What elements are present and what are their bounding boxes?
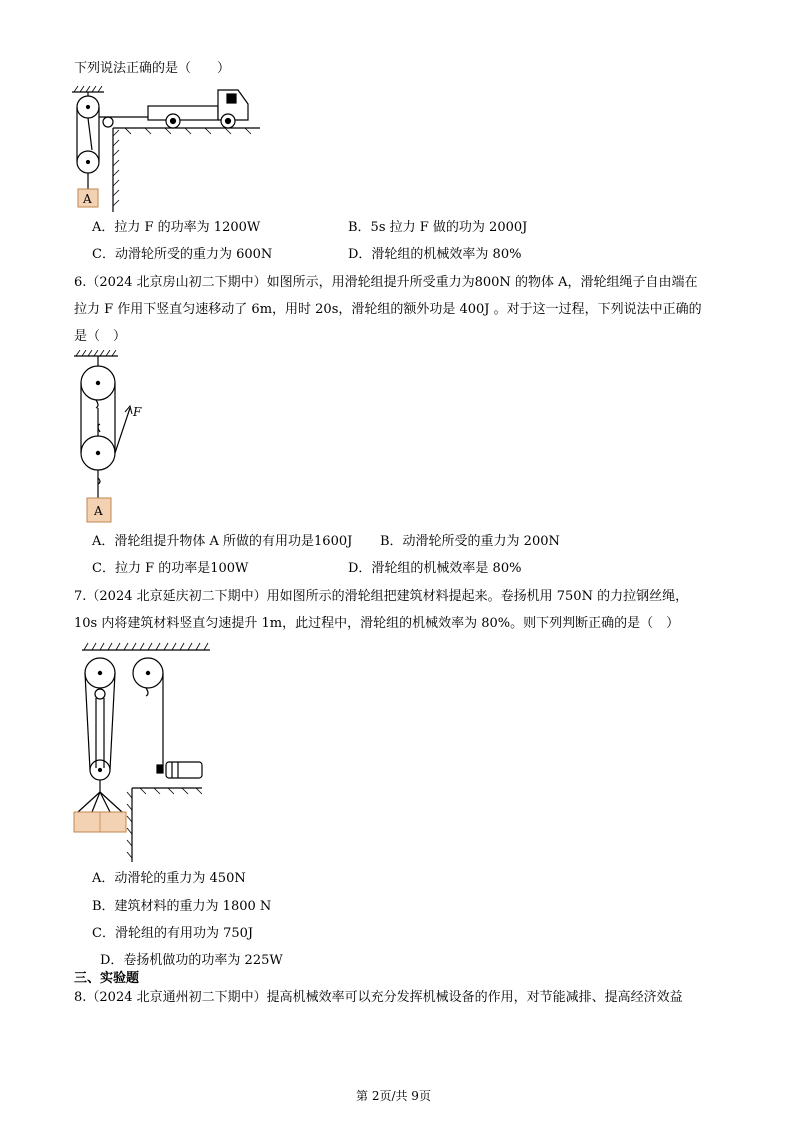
q6-option-d: D．滑轮组的机械效率是 80% [348, 561, 522, 576]
q5-option-b: B．5s 拉力 F 做的功为 2000J [348, 220, 528, 235]
q5-block-label: A [83, 192, 92, 206]
q7-option-a: A．动滑轮的重力为 450N [92, 871, 246, 886]
q6-figure [70, 350, 160, 525]
q6-stem-line3: 是（ ） [74, 329, 127, 344]
q6-force-label: F [133, 405, 142, 419]
q7-stem-line2: 10s 内将建筑材料竖直匀速提升 1m，此过程中，滑轮组的机械效率为 80%。则下列判断正确的是（ ） [74, 616, 680, 631]
q5-figure [70, 84, 270, 214]
q6-option-b: B．动滑轮所受的重力为 200N [380, 534, 560, 549]
q5-stem-tail: 下列说法正确的是（ ） [74, 61, 231, 76]
q7-option-b: B．建筑材料的重力为 1800 N [92, 899, 272, 914]
q7-option-d: D．卷扬机做功的功率为 225W [100, 953, 283, 968]
q8-stem-line1: 8.（2024 北京通州初二下期中）提高机械效率可以充分发挥机械设备的作用，对节能减排、提高经济效益 [74, 990, 683, 1005]
q6-option-a: A．滑轮组提升物体 A 所做的有用功是1600J [92, 534, 353, 549]
q6-block-label: A [94, 504, 103, 518]
q7-figure [70, 640, 215, 865]
q5-option-a: A．拉力 F 的功率为 1200W [92, 220, 261, 235]
section-heading-experiments: 三、实验题 [74, 971, 140, 986]
q5-option-c: C．动滑轮所受的重力为 600N [92, 247, 273, 262]
page-footer: 第 2页/共 9页 [356, 1089, 431, 1103]
q6-option-c: C．拉力 F 的功率是100W [92, 561, 249, 576]
q7-stem-line1: 7.（2024 北京延庆初二下期中）用如图所示的滑轮组把建筑材料提起来。卷扬机用 750N 的力拉钢丝绳， [74, 589, 689, 604]
q5-option-d: D．滑轮组的机械效率为 80% [348, 247, 522, 262]
q6-stem-line2: 拉力 F 作用下竖直匀速移动了 6m，用时 20s，滑轮组的额外功是 400J 。对于这一过程，下列说法中正确的 [74, 302, 702, 317]
q6-stem-line1: 6.（2024 北京房山初二下期中）如图所示，用滑轮组提升所受重力为800N 的物体 A，滑轮组绳子自由端在 [74, 275, 698, 290]
q7-option-c: C．滑轮组的有用功为 750J [92, 926, 254, 941]
